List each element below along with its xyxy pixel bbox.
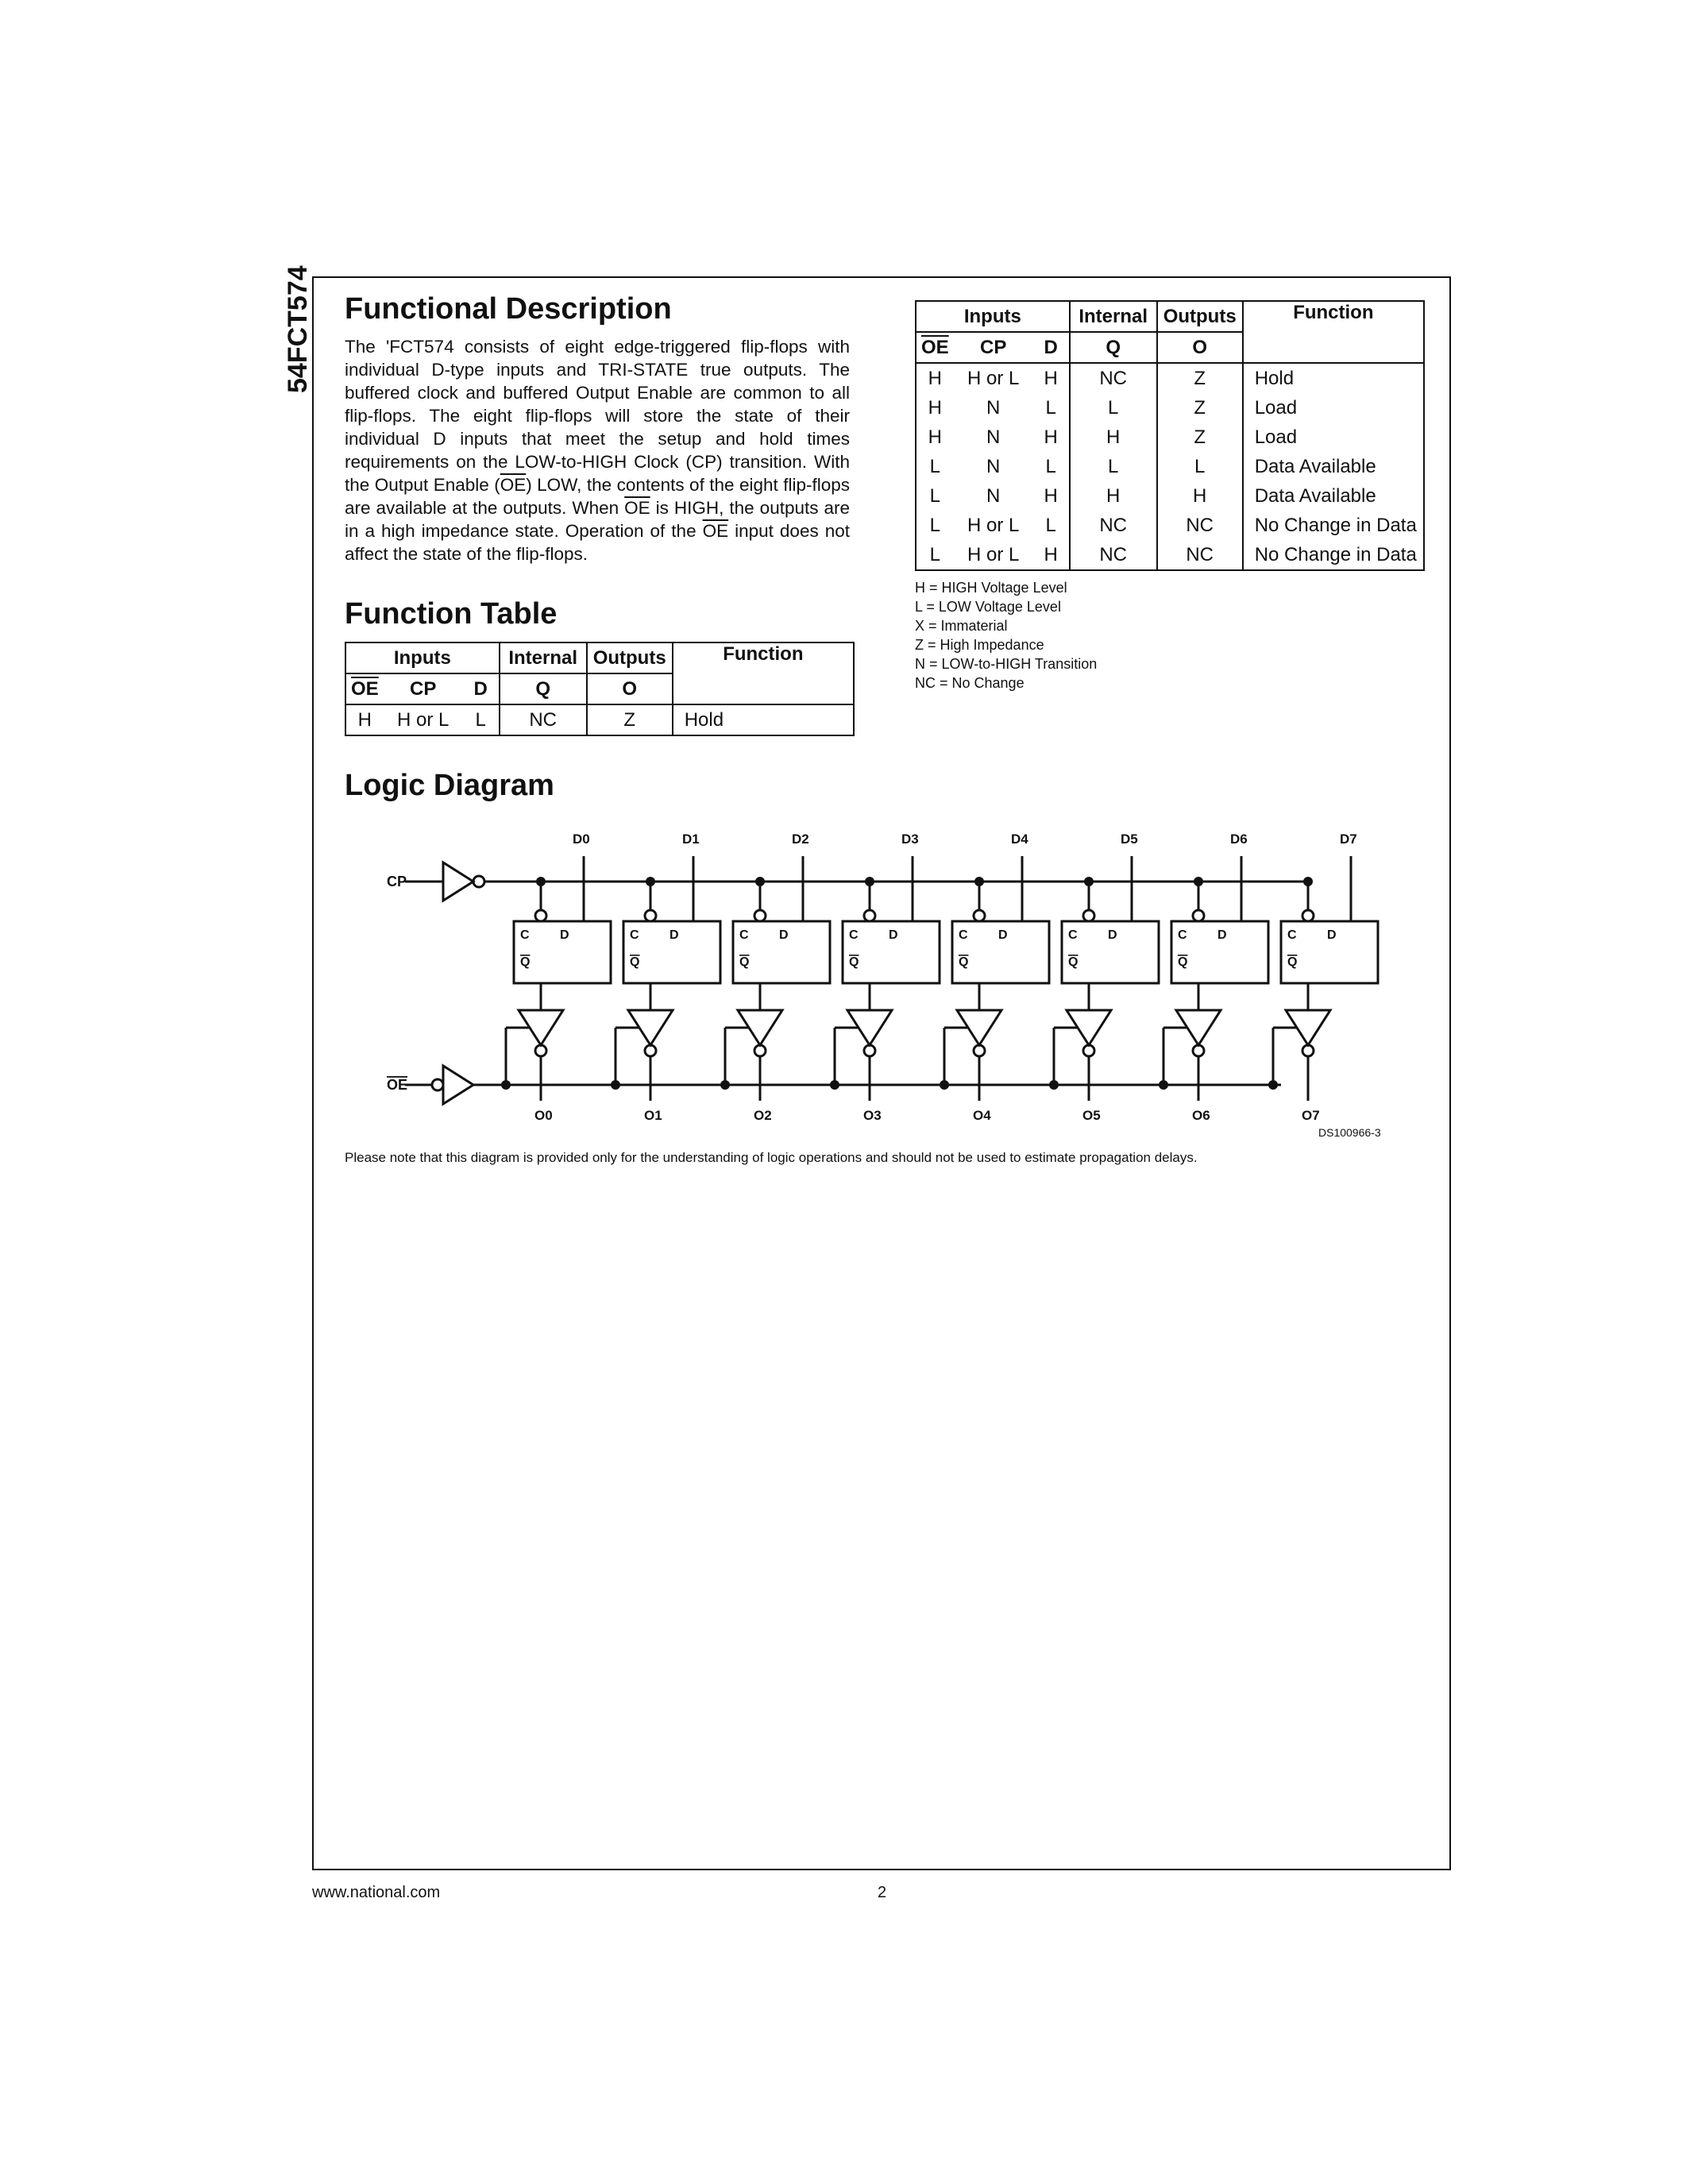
logic-diagram	[373, 826, 1406, 1144]
output-label-o0: O0	[534, 1108, 553, 1123]
functional-description-text: The 'FCT574 consists of eight edge-triggered flip-flops with individual D-type inputs and TRI-STATE true outputs. The buffered clock and buffered Output Enable are common to all flip-flops. The eight flip-flops will store the state of their individual D inputs that meet the setup and hold times requirements on the LOW-to-HIGH Clock (CP) transition. With the Output Enable $(\overline{OE})$ LOW, the contents of the eight flip-flops are available at the outputs. When $\overline{OE}$ is HIGH, the outputs are in a high impedance state. Operation of the $\overline{OE}$ input does not affect the state of the flip-flops.	[345, 337, 850, 564]
inversion-bubble	[1083, 910, 1094, 921]
function-table-heading: Function Table	[345, 597, 558, 631]
diagram-note: Please note that this diagram is provided only for the understanding of logic operations and should not be used to estimate propagation delays.	[345, 1150, 1198, 1165]
side-part-number: 54FCT574	[283, 265, 313, 393]
inversion-bubble	[1302, 910, 1314, 921]
output-label-o6: O6	[1192, 1108, 1210, 1123]
table-row: H H or L L NC Z Hold	[345, 704, 854, 735]
input-label-d7: D7	[1340, 832, 1357, 847]
table-row: H N L L Z Load	[916, 393, 1424, 423]
table-row: L N L L L Data Available	[916, 452, 1424, 481]
inversion-bubble	[645, 910, 656, 921]
input-label-d6: D6	[1230, 832, 1248, 847]
flip-flop-q-label: Q	[739, 955, 750, 969]
legend-item: L = LOW Voltage Level	[915, 599, 1061, 615]
input-label-d4: D4	[1011, 832, 1028, 847]
functional-description-heading: Functional Description	[345, 292, 672, 326]
input-label-d0: D0	[573, 832, 590, 847]
logic-diagram-heading: Logic Diagram	[345, 769, 554, 802]
output-label-o3: O3	[863, 1108, 882, 1123]
flip-flop-d-label: D	[669, 928, 679, 942]
table-row: L H or L L NC NC No Change in Data	[916, 511, 1424, 540]
cp-label: CP	[387, 874, 407, 889]
table-row: H N H H Z Load	[916, 423, 1424, 452]
table-legend	[915, 578, 1097, 693]
output-label-o1: O1	[644, 1108, 662, 1123]
table-row: H H or L H NC Z Hold	[916, 363, 1424, 393]
flip-flop-q-label: Q	[1287, 955, 1298, 969]
flip-flop-d-label: D	[998, 928, 1008, 942]
table-row: L N H H H Data Available	[916, 481, 1424, 511]
output-label-o5: O5	[1082, 1108, 1101, 1123]
function-table-continued: Inputs Internal Outputs Function $\overline{OE}$ CP D Q O H H or L L NC Z Hold	[345, 642, 855, 736]
inversion-bubble	[754, 910, 766, 921]
inversion-bubble	[432, 1079, 443, 1090]
flip-flop-d-label: D	[560, 928, 569, 942]
flip-flop-q-label: Q	[630, 955, 640, 969]
inversion-bubble	[1193, 910, 1204, 921]
oe-buffer	[443, 1066, 473, 1104]
function-table: Inputs Internal Outputs Function $\overline{OE}$ CP D Q O H H or L H NC Z Hold H N L L Z Load H N H H Z Load L N L L L Data Available L N H H H Data Available L H or L L NC NC No Change in Data L H or L H NC NC No Change in Data	[915, 300, 1425, 571]
input-label-d3: D3	[901, 832, 919, 847]
flip-flop-c-label: C	[849, 928, 859, 942]
output-label-o7: O7	[1302, 1108, 1320, 1123]
oe-label: OE	[387, 1077, 408, 1093]
clock-buffer	[443, 862, 473, 901]
flip-flop-q-label: Q	[1068, 955, 1079, 969]
flip-flop-q-label: Q	[1178, 955, 1188, 969]
flip-flop-d-label: D	[1108, 928, 1117, 942]
drawing-id: DS100966-3	[1318, 1126, 1381, 1139]
flip-flop-q-label: Q	[520, 955, 531, 969]
flip-flop-d-label: D	[779, 928, 789, 942]
flip-flop-d-label: D	[1217, 928, 1227, 942]
flip-flop-q-label: Q	[959, 955, 969, 969]
flip-flop-c-label: C	[1178, 928, 1187, 942]
output-label-o4: O4	[973, 1108, 991, 1123]
input-label-d1: D1	[682, 832, 700, 847]
flip-flop-c-label: C	[959, 928, 968, 942]
legend-item: NC = No Change	[915, 675, 1025, 691]
legend-item: Z = High Impedance	[915, 637, 1044, 653]
input-label-d2: D2	[792, 832, 809, 847]
inversion-bubble	[864, 910, 875, 921]
footer-url[interactable]: www.national.com	[312, 1884, 441, 1901]
flip-flop-c-label: C	[739, 928, 749, 942]
flip-flop-c-label: C	[1287, 928, 1297, 942]
flip-flop-c-label: C	[520, 928, 530, 942]
legend-item: N = LOW-to-HIGH Transition	[915, 656, 1098, 672]
inversion-bubble	[535, 910, 546, 921]
output-label-o2: O2	[754, 1108, 772, 1123]
flip-flop-q-label: Q	[849, 955, 859, 969]
flip-flop-c-label: C	[1068, 928, 1078, 942]
legend-item: X = Immaterial	[915, 618, 1008, 634]
flip-flop-d-label: D	[1327, 928, 1337, 942]
legend-item: H = HIGH Voltage Level	[915, 580, 1067, 596]
inversion-bubble	[974, 910, 985, 921]
page-number: 2	[878, 1884, 887, 1901]
table-row: L H or L H NC NC No Change in Data	[916, 540, 1424, 570]
flip-flop-c-label: C	[630, 928, 639, 942]
flip-flop-d-label: D	[889, 928, 898, 942]
input-label-d5: D5	[1121, 832, 1138, 847]
